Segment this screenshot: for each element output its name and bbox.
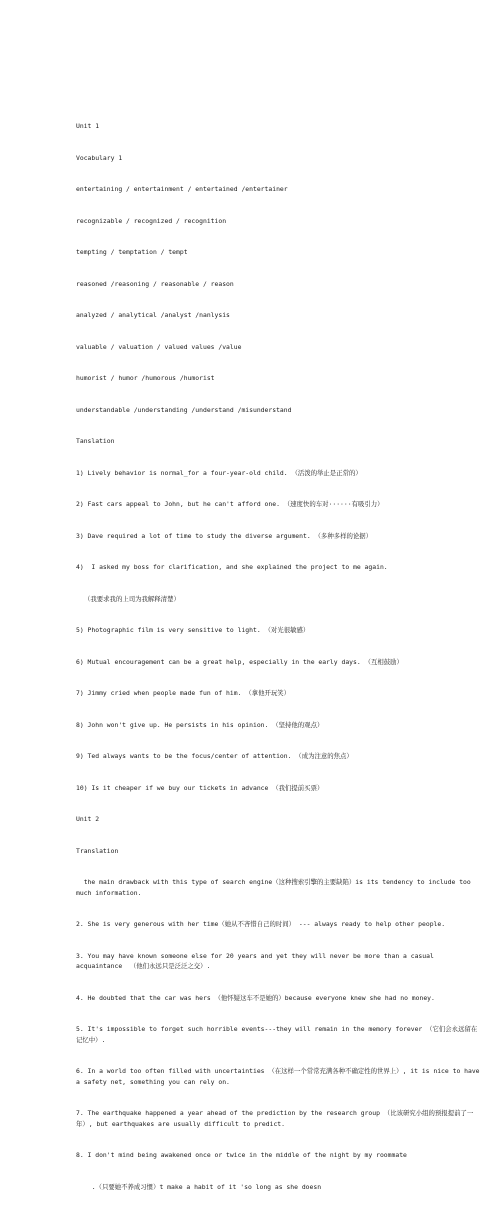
translation-item: 4) I asked my boss for clarification, and she explained the project to me again. — [76, 563, 388, 571]
translation-item: 1) Lively behavior is normal_for a four-year-old child. （活泼的举止是正常的） — [76, 468, 362, 477]
vocabulary-line: valuable / valuation / valued values /value — [76, 342, 242, 351]
translation-item: 7) Jimmy cried when people made fun of him. （拿他开玩笑） — [76, 689, 291, 697]
translation-item: 2. She is very generous with her time（她从不吝惜自己的时间） --- always ready to help other people. — [76, 920, 446, 928]
translation-item: 10) Is it cheaper if we buy our tickets in advance （我们提前买票） — [76, 783, 324, 792]
translation-item: 6. In a world too often filled with uncertainties （在这样一个常常充满各种不确定性的世界上）, it is nice to have a safety net, something you can rely on. — [76, 1067, 484, 1086]
vocabulary-line: recognizable / recognized / recognition — [76, 216, 227, 225]
translation-item: 3) Dave required a lot of time to study the diverse argument. （多种多样的论据） — [76, 531, 373, 540]
vocabulary-line: analyzed / analytical /analyst /nanlysis — [76, 311, 230, 319]
translation-item: 5) Photographic film is very sensitive to light. （对光很敏感） — [76, 626, 310, 634]
translation-item: 6) Mutual encouragement can be a great help, especially in the early days. （互相鼓励） — [76, 657, 403, 666]
translation-item: 5. It's impossible to forget such horrible events---they will remain in the memory forever （它们会永远留在记忆中）. — [76, 1025, 478, 1044]
translation-item: 7. The earthquake happened a year ahead of the prediction by the research group （比该研究小组的预报提前了一年）, but earthquakes are usually difficult to predict. — [76, 1109, 474, 1128]
section-heading: Translation — [76, 846, 119, 855]
translation-item-continued: .（只要她不养成习惯）t make a habit of it 'so long as she doesn — [84, 1182, 322, 1191]
translation-item: 8) John won't give up. He persists in his opinion. （坚持他的观点） — [76, 720, 324, 729]
translation-item: the main drawback with this type of search engine（这种搜索引擎的主要缺陷）is its tendency to include too much information. — [76, 878, 475, 897]
section-heading: Tanslation — [76, 437, 115, 445]
section-heading: Vocabulary 1 — [76, 153, 123, 162]
translation-item: 4. He doubted that the car was hers （他怀疑这车不是她的）because everyone knew she had no money. — [76, 993, 435, 1002]
unit-heading: Unit 2 — [76, 815, 100, 823]
unit-heading: Unit 1 — [76, 122, 100, 130]
translation-item: 2) Fast cars appeal to John, but he can't afford one. （速度快的车对······有吸引力） — [76, 500, 384, 508]
vocabulary-line: tempting / temptation / tempt — [76, 248, 188, 256]
vocabulary-line: entertaining / entertainment / entertained /entertainer — [76, 185, 288, 193]
vocabulary-line: humorist / humor /humorous /humorist — [76, 374, 215, 382]
translation-item: 3. You may have known someone else for 20 years and yet they will never be more than a casual acquaintance （他们永远只是泛泛之交）. — [76, 951, 438, 970]
translation-item-continued: （我要求我的上司为我解释清楚） — [84, 594, 180, 603]
document-body — [76, 100, 484, 1213]
vocabulary-line: understandable /understanding /understand /misunderstand — [76, 405, 292, 414]
translation-item: 8. I don't mind being awakened once or twice in the middle of the night by my roommate — [76, 1151, 407, 1159]
translation-item: 9) Ted always wants to be the focus/center of attention. （成为注意的焦点） — [76, 752, 353, 760]
vocabulary-line: reasoned /reasoning / reasonable / reason — [76, 279, 234, 288]
